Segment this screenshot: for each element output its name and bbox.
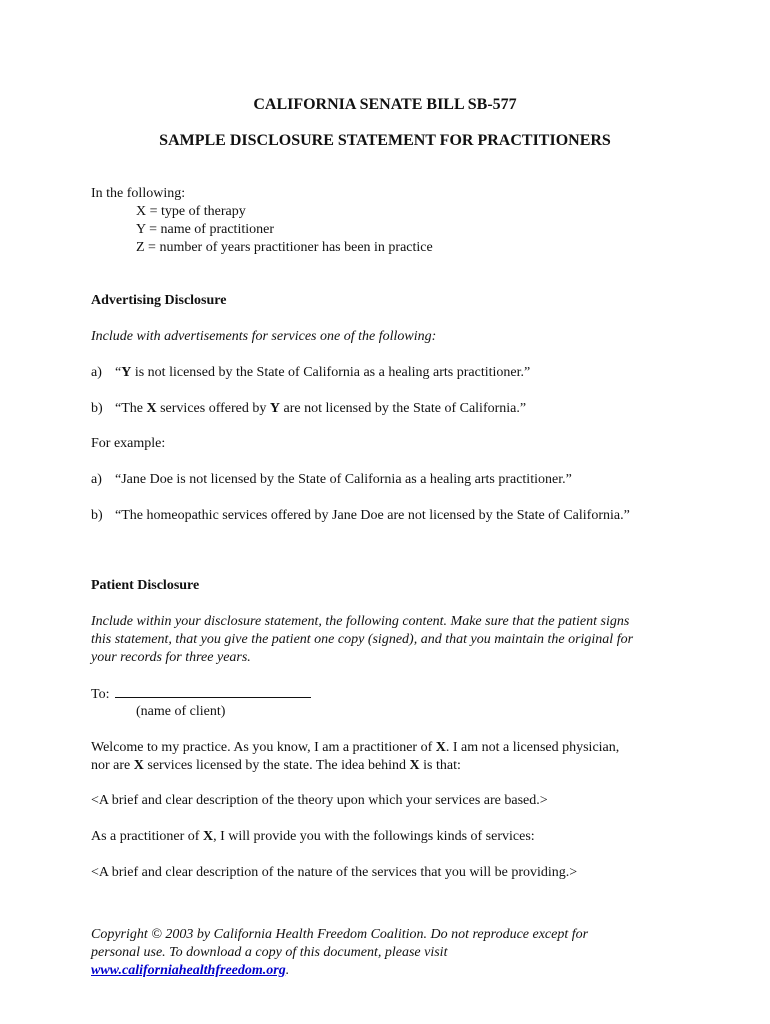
definitions-intro: In the following: bbox=[91, 186, 186, 201]
services-text: As a practitioner of bbox=[91, 829, 203, 844]
definition-y: Y = name of practitioner bbox=[136, 222, 274, 237]
footer-line2: personal use. To download a copy of this document, please visit bbox=[91, 945, 448, 960]
footer-line3 bbox=[91, 962, 289, 980]
advertising-instruction: Include with advertisements for services one of the following: bbox=[91, 329, 437, 344]
var-x: X bbox=[146, 401, 157, 416]
to-line bbox=[91, 685, 311, 704]
option-label: b) bbox=[91, 401, 103, 416]
advertising-option-b bbox=[91, 400, 526, 418]
welcome-line2 bbox=[91, 757, 461, 775]
example-b bbox=[91, 507, 630, 525]
var-y: Y bbox=[121, 365, 132, 380]
var-x: X bbox=[133, 758, 144, 773]
var-y: Y bbox=[269, 401, 280, 416]
option-a-text: is not licensed by the State of California as a healing arts practitioner.” bbox=[131, 365, 531, 380]
services-placeholder: <A brief and clear description of the nature of the services that you will be providing.> bbox=[91, 865, 578, 880]
website-link[interactable]: www.californiahealthfreedom.org bbox=[91, 963, 286, 978]
example-b-text: “The homeopathic services offered by Jane Doe are not licensed by the State of California.” bbox=[115, 508, 630, 523]
option-label: b) bbox=[91, 508, 103, 523]
welcome-line1 bbox=[91, 739, 619, 757]
welcome-text: is that: bbox=[419, 758, 461, 773]
example-a-text: “Jane Doe is not licensed by the State of California as a healing arts practitioner.” bbox=[115, 472, 572, 487]
to-caption: (name of client) bbox=[136, 704, 226, 719]
option-b-rest: are not licensed by the State of California.” bbox=[280, 401, 527, 416]
var-x: X bbox=[435, 740, 446, 755]
example-intro: For example: bbox=[91, 436, 166, 451]
definition-z: Z = number of years practitioner has been in practice bbox=[136, 240, 433, 255]
welcome-text: Welcome to my practice. As you know, I am a practitioner of bbox=[91, 740, 436, 755]
option-label: a) bbox=[91, 365, 102, 380]
to-label: To: bbox=[91, 687, 110, 702]
theory-placeholder: <A brief and clear description of the theory upon which your services are based.> bbox=[91, 793, 548, 808]
footer-line1: Copyright © 2003 by California Health Freedom Coalition. Do not reproduce except for bbox=[91, 927, 589, 942]
advertising-option-a bbox=[91, 364, 530, 382]
option-b-pre: “The bbox=[115, 401, 147, 416]
option-label: a) bbox=[91, 472, 102, 487]
welcome-text: nor are bbox=[91, 758, 134, 773]
client-name-blank bbox=[115, 685, 311, 698]
advertising-heading: Advertising Disclosure bbox=[91, 293, 227, 308]
document-title: CALIFORNIA SENATE BILL SB-577 bbox=[253, 96, 517, 113]
document-subtitle: SAMPLE DISCLOSURE STATEMENT FOR PRACTITIONERS bbox=[159, 132, 611, 149]
patient-heading: Patient Disclosure bbox=[91, 578, 200, 593]
definition-x: X = type of therapy bbox=[136, 204, 246, 219]
var-x: X bbox=[409, 758, 420, 773]
services-intro bbox=[91, 828, 535, 846]
patient-instruction-line1: Include within your disclosure statement, the following content. Make sure that the patient signs bbox=[91, 614, 630, 629]
patient-instruction-line3: your records for three years. bbox=[91, 650, 251, 665]
patient-instruction-line2: this statement, that you give the patient one copy (signed), and that you maintain the original for bbox=[91, 632, 634, 647]
welcome-text: . I am not a licensed physician, bbox=[445, 740, 620, 755]
quote-open: “ bbox=[115, 365, 122, 380]
services-text: , I will provide you with the followings kinds of services: bbox=[213, 829, 535, 844]
var-x: X bbox=[202, 829, 214, 844]
welcome-text: services licensed by the state. The idea behind bbox=[143, 758, 410, 773]
footer-period: . bbox=[285, 963, 290, 978]
option-b-mid: services offered by bbox=[156, 401, 270, 416]
example-a bbox=[91, 471, 572, 489]
